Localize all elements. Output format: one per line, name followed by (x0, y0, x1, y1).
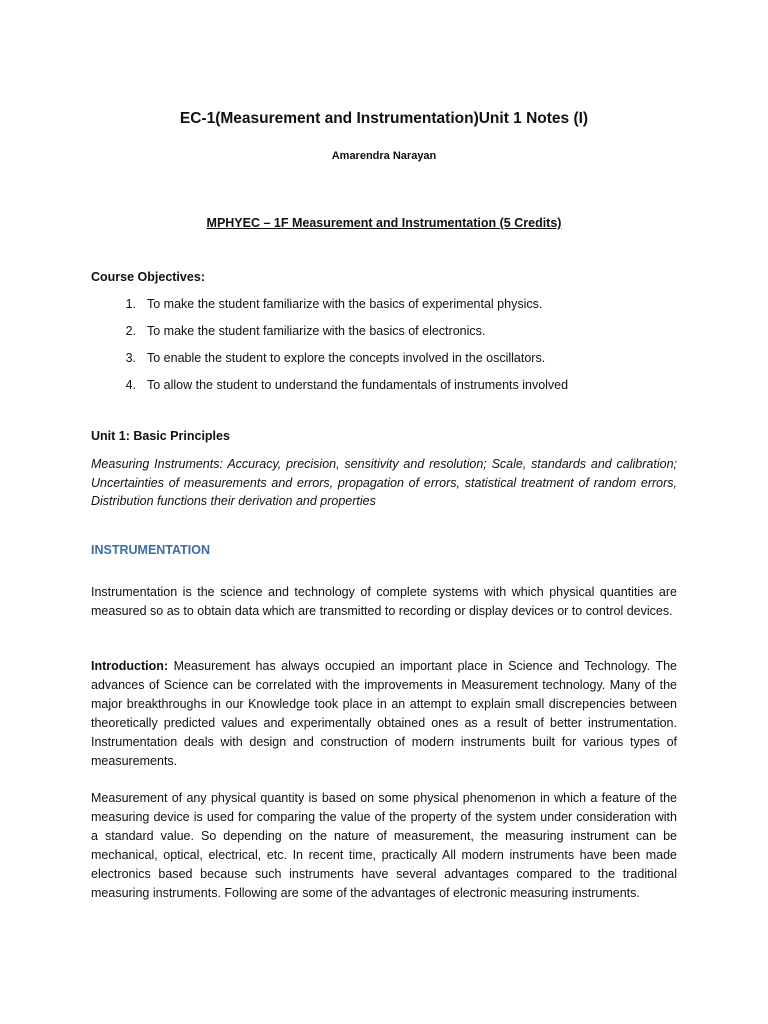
list-item-text: To allow the student to understand the fundamentals of instruments involved (147, 378, 569, 392)
section-heading-instrumentation: INSTRUMENTATION (91, 543, 210, 557)
unit-description: Measuring Instruments: Accuracy, precision, sensitivity and resolution; Scale, standards and calibration; Uncertainties of measurements and errors, propagation of errors, statistical treatment of random errors, Distribution functions their derivation and properties (91, 457, 677, 508)
objectives-list (91, 296, 691, 404)
document-title: EC-1(Measurement and Instrumentation)Unit 1 Notes (I) (179, 110, 589, 127)
paragraph-introduction (91, 657, 677, 771)
document-author: Amarendra Narayan (331, 150, 437, 162)
paragraph-definition: Instrumentation is the science and technology of complete systems with which physical quantities are measured so as to obtain data which are transmitted to recording or display devices or to control devices. (91, 585, 677, 618)
course-code-text: MPHYEC – 1F Measurement and Instrumentation (5 Credits) (206, 216, 562, 230)
course-code-title (0, 216, 768, 230)
list-item (91, 350, 691, 377)
introduction-text: Measurement has always occupied an important place in Science and Technology. The advances of Science can be correlated with the improvements in Measurement technology. Many of the major breakthroughs in our Knowledge took place in an attempt to explain small discrepencies between theoretically predicted values and experimentally obtained ones as a result of better instrumentation. Instrumentation deals with design and construction of modern instruments built for various types of measurements. (91, 659, 677, 768)
paragraph-measurement: Measurement of any physical quantity is based on some physical phenomenon in which a feature of the measuring device is used for comparing the value of the property of the system under consideration with a standard value. So depending on the nature of measurement, the measuring instrument can be mechanical, optical, electrical, etc. In recent time, practically All modern instruments have been made electronics based because such instruments have several advantages compared to the traditional measuring instruments. Following are some of the advantages of electronic measuring instruments. (91, 791, 677, 900)
objectives-heading: Course Objectives: (91, 270, 205, 284)
list-item-text: To enable the student to explore the concepts involved in the oscillators. (147, 351, 546, 365)
list-item-text: To make the student familiarize with the basics of experimental physics. (147, 297, 543, 311)
unit-heading: Unit 1: Basic Principles (91, 429, 230, 443)
introduction-label: Introduction: (91, 659, 169, 673)
list-item (91, 323, 691, 350)
list-item-number: 2. (125, 324, 136, 338)
list-item (91, 296, 691, 323)
list-item-number: 4. (125, 378, 136, 392)
list-item-number: 3. (125, 351, 136, 365)
list-item-text: To make the student familiarize with the basics of electronics. (147, 324, 486, 338)
list-item-number: 1. (125, 297, 136, 311)
list-item (91, 377, 691, 404)
